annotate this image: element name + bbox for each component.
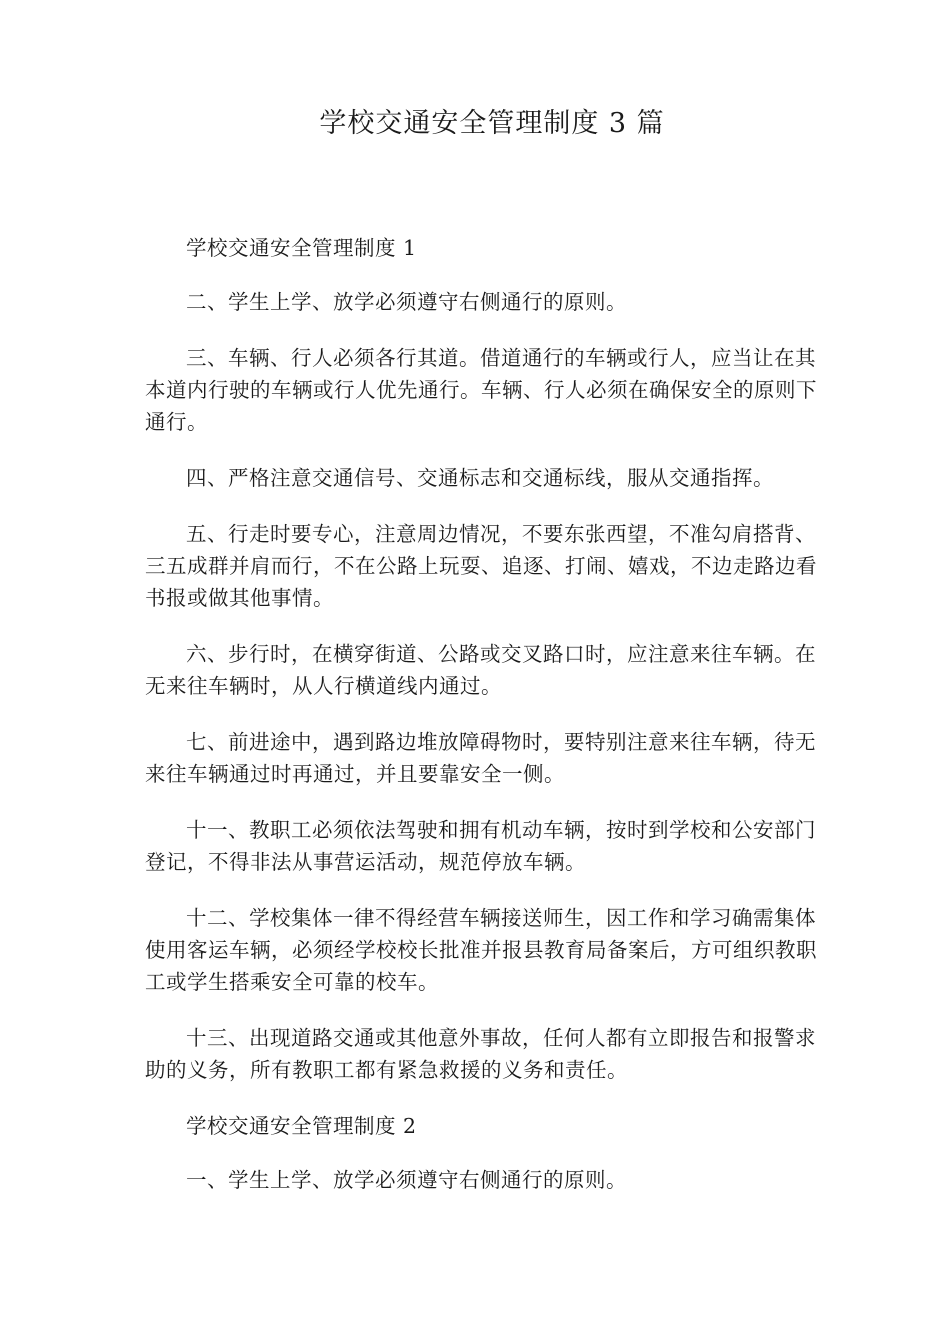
paragraph-item-11: 十一、教职工必须依法驾驶和拥有机动车辆，按时到学校和公安部门登记，不得非法从事营运活动，规范停放车辆。	[145, 818, 816, 874]
document-title: 学校交通安全管理制度 3 篇	[319, 108, 665, 139]
document-body	[145, 232, 820, 1220]
paragraph-item-5: 五、行走时要专心，注意周边情况，不要东张西望，不准勾肩搭背、三五成群并肩而行，不在公路上玩耍、追逐、打闹、嬉戏，不边走路边看书报或做其他事情。	[145, 522, 817, 610]
paragraph-item-12: 十二、学校集体一律不得经营车辆接送师生，因工作和学习确需集体使用客运车辆，必须经学校校长批准并报县教育局备案后，方可组织教职工或学生搭乘安全可靠的校车。	[145, 906, 817, 994]
paragraph-item-4: 四、严格注意交通信号、交通标志和交通标线，服从交通指挥。	[186, 466, 774, 490]
paragraph-item-2: 二、学生上学、放学必须遵守右侧通行的原则。	[186, 290, 627, 314]
paragraph-item-7: 七、前进途中，遇到路边堆放障碍物时，要特别注意来往车辆，待无来往车辆通过时再通过，并且要靠安全一侧。	[145, 730, 816, 786]
paragraph-item-6: 六、步行时，在横穿街道、公路或交叉路口时，应注意来往车辆。在无来往车辆时，从人行横道线内通过。	[145, 642, 816, 698]
section-heading-1: 学校交通安全管理制度 1	[186, 236, 417, 260]
paragraph-item-3: 三、车辆、行人必须各行其道。借道通行的车辆或行人，应当让在其本道内行驶的车辆或行人优先通行。车辆、行人必须在确保安全的原则下通行。	[145, 346, 817, 434]
section-heading-2: 学校交通安全管理制度 2	[186, 1114, 417, 1138]
paragraph-item-1: 一、学生上学、放学必须遵守右侧通行的原则。	[186, 1168, 627, 1192]
paragraph-item-13: 十三、出现道路交通或其他意外事故，任何人都有立即报告和报警求助的义务，所有教职工都有紧急救援的义务和责任。	[145, 1026, 816, 1082]
